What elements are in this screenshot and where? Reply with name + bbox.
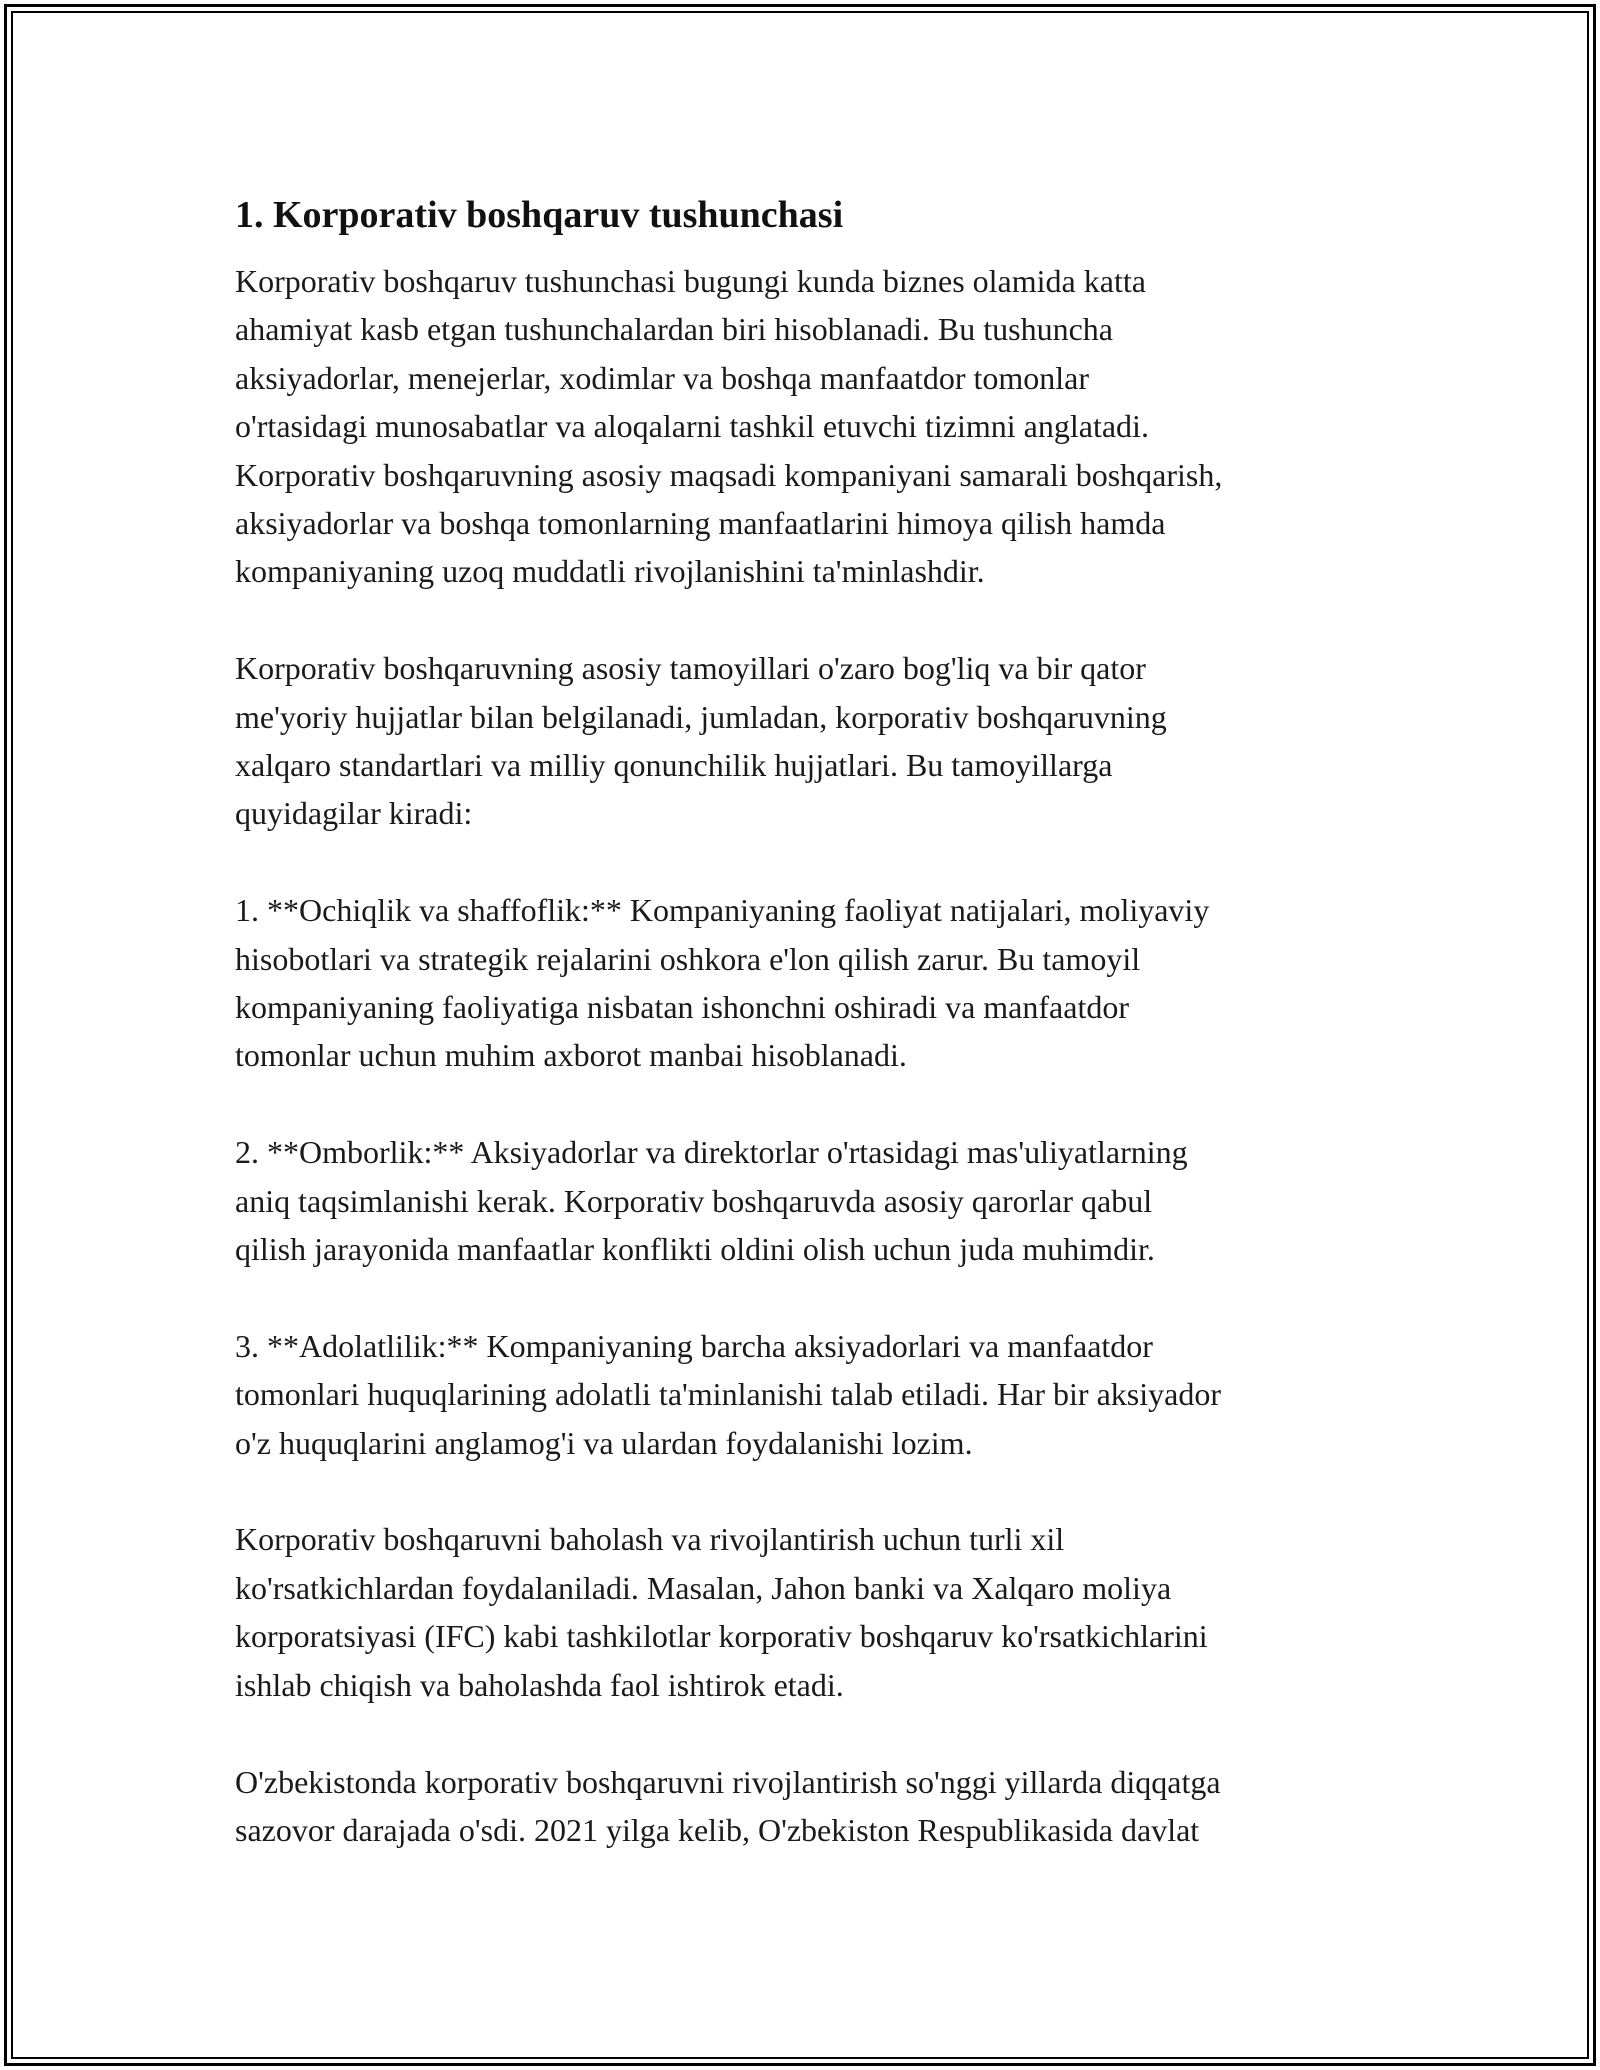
text-line: tomonlari huquqlarining adolatli ta'minlanishi talab etiladi. Har bir aksiyador	[235, 1376, 1221, 1413]
text-line: ko'rsatkichlardan foydalaniladi. Masalan, Jahon banki va Xalqaro moliya	[235, 1569, 1172, 1606]
section-heading: 1. Korporativ boshqaruv tushunchasi	[235, 194, 844, 236]
text-line: Korporativ boshqaruvning asosiy maqsadi kompaniyani samarali boshqarish,	[235, 456, 1223, 493]
text-line: 1. **Ochiqlik va shaffoflik:** Kompaniyaning faoliyat natijalari, moliyaviy	[235, 892, 1210, 929]
paragraph-principle-3	[235, 1322, 1395, 1467]
text-line: aksiyadorlar, menejerlar, xodimlar va boshqa manfaatdor tomonlar	[235, 359, 1090, 396]
text-line: 3. **Adolatlilik:** Kompaniyaning barcha aksiyadorlari va manfaatdor	[235, 1327, 1153, 1364]
paragraph-intro	[235, 257, 1395, 596]
text-line: qilish jarayonida manfaatlar konflikti oldini olish uchun juda muhimdir.	[235, 1231, 1155, 1268]
paragraph-uzbekistan	[235, 1758, 1395, 1855]
text-line: sazovor darajada o'sdi. 2021 yilga kelib, O'zbekiston Respublikasida davlat	[235, 1811, 1200, 1848]
text-line: Korporativ boshqaruvni baholash va rivojlantirish uchun turli xil	[235, 1521, 1065, 1558]
text-line: tomonlar uchun muhim axborot manbai hisoblanadi.	[235, 1037, 907, 1074]
document-body	[235, 185, 1395, 1903]
text-line: Korporativ boshqaruv tushunchasi bugungi kunda biznes olamida katta	[235, 263, 1146, 299]
paragraph-indicators	[235, 1515, 1395, 1709]
text-line: o'rtasidagi munosabatlar va aloqalarni tashkil etuvchi tizimni anglatadi.	[235, 408, 1149, 445]
text-line: quyidagilar kiradi:	[235, 795, 473, 832]
text-line: ishlab chiqish va baholashda faol ishtirok etadi.	[235, 1666, 844, 1703]
text-line: me'yoriy hujjatlar bilan belgilanadi, jumladan, korporativ boshqaruvning	[235, 698, 1167, 735]
paragraph-principles-intro	[235, 644, 1395, 838]
text-line: kompaniyaning uzoq muddatli rivojlanishini ta'minlashdir.	[235, 553, 985, 590]
text-line: ahamiyat kasb etgan tushunchalardan biri hisoblanadi. Bu tushuncha	[235, 311, 1113, 348]
text-line: O'zbekistonda korporativ boshqaruvni rivojlantirish so'nggi yillarda diqqatga	[235, 1763, 1221, 1800]
text-line: xalqaro standartlari va milliy qonunchilik hujjatlari. Bu tamoyillarga	[235, 747, 1113, 784]
text-line: kompaniyaning faoliyatiga nisbatan ishonchni oshiradi va manfaatdor	[235, 989, 1129, 1026]
paragraph-principle-2	[235, 1128, 1395, 1273]
text-line: o'z huquqlarini anglamog'i va ulardan foydalanishi lozim.	[235, 1424, 973, 1461]
text-line: Korporativ boshqaruvning asosiy tamoyillari o'zaro bog'liq va bir qator	[235, 650, 1146, 687]
text-line: aksiyadorlar va boshqa tomonlarning manfaatlarini himoya qilish hamda	[235, 505, 1166, 542]
text-line: hisobotlari va strategik rejalarini oshkora e'lon qilish zarur. Bu tamoyil	[235, 940, 1141, 977]
text-line: 2. **Omborlik:** Aksiyadorlar va direktorlar o'rtasidagi mas'uliyatlarning	[235, 1134, 1188, 1171]
text-line: korporatsiyasi (IFC) kabi tashkilotlar korporativ boshqaruv ko'rsatkichlarini	[235, 1618, 1208, 1655]
text-line: aniq taqsimlanishi kerak. Korporativ boshqaruvda asosiy qarorlar qabul	[235, 1182, 1153, 1219]
paragraph-principle-1	[235, 886, 1395, 1080]
